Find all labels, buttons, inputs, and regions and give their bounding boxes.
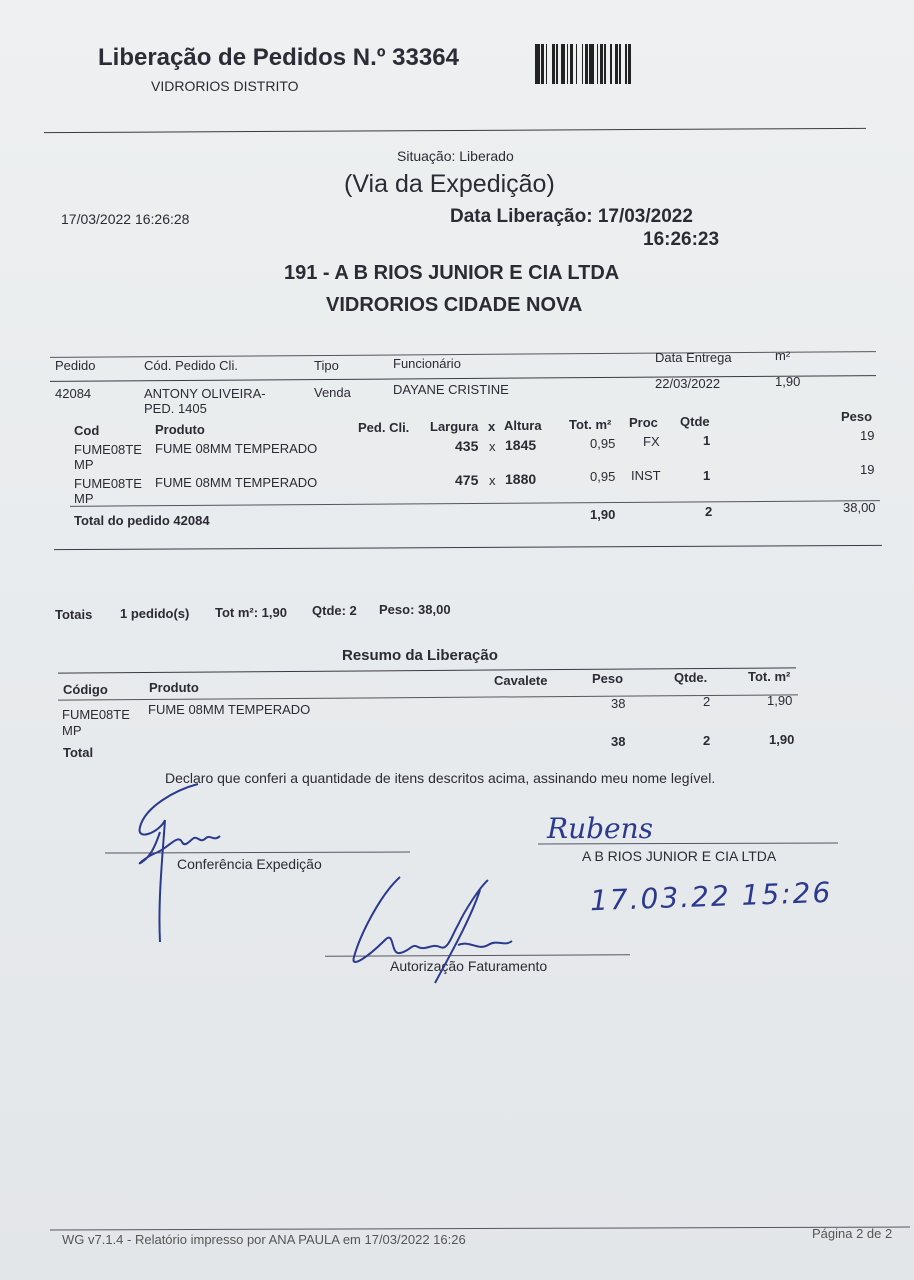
footer-divider	[50, 1226, 910, 1230]
item-cod-2: MP	[74, 457, 94, 472]
order-total-qtde: 2	[705, 504, 713, 519]
divider	[44, 128, 866, 133]
item-tot-m2: 0,95	[590, 469, 616, 484]
item-largura: 435	[455, 438, 479, 454]
row-data-entrega: 22/03/2022	[655, 376, 721, 391]
resumo-title: Resumo da Liberação	[342, 647, 498, 664]
client-store: VIDRORIOS CIDADE NOVA	[326, 294, 583, 316]
item-header-peso: Peso	[841, 409, 873, 424]
row-pedido: 42084	[55, 386, 92, 401]
item-peso: 19	[860, 462, 875, 477]
resumo-total-qtde: 2	[703, 733, 711, 748]
order-total-label: Total do pedido 42084	[74, 513, 210, 528]
conferencia-label: Conferência Expedição	[177, 856, 322, 872]
order-total-m2: 1,90	[590, 507, 616, 522]
resumo-produto: FUME 08MM TEMPERADO	[148, 702, 311, 717]
resumo-peso: 38	[611, 696, 626, 711]
resumo-codigo: FUME08TE	[62, 707, 130, 722]
item-cod-2: MP	[74, 491, 94, 506]
item-proc: INST	[631, 468, 661, 483]
resumo-header-qtde: Qtde.	[674, 670, 708, 685]
resumo-header-peso: Peso	[592, 671, 624, 686]
item-cod: FUME08TE	[74, 442, 142, 457]
totals-qtde: Qtde: 2	[312, 603, 357, 618]
resumo-divider	[58, 694, 798, 700]
footer-printed-by: WG v7.1.4 - Relatório impresso por ANA PAULA em 17/03/2022 16:26	[62, 1232, 466, 1247]
item-cod: FUME08TE	[74, 476, 142, 491]
totals-m2: Tot m²: 1,90	[215, 605, 287, 620]
item-altura: 1880	[505, 471, 537, 487]
resumo-header-cavalete: Cavalete	[494, 673, 548, 688]
row-cod-pedido-cli-2: PED. 1405	[144, 401, 207, 416]
data-liberacao: Data Liberação: 17/03/2022	[450, 206, 693, 227]
client-signature-label: A B RIOS JUNIOR E CIA LTDA	[582, 848, 777, 864]
printed-at: 17/03/2022 16:26:28	[61, 211, 190, 227]
item-qtde: 1	[703, 433, 711, 448]
item-produto: FUME 08MM TEMPERADO	[155, 475, 318, 490]
document-title: Liberação de Pedidos N.º 33364	[98, 44, 459, 71]
client-name: 191 - A B RIOS JUNIOR E CIA LTDA	[284, 262, 620, 284]
header-funcionario: Funcionário	[393, 356, 461, 371]
item-produto: FUME 08MM TEMPERADO	[155, 441, 318, 456]
resumo-tot-m2: 1,90	[767, 693, 793, 708]
item-x: x	[489, 473, 496, 488]
item-altura: 1845	[505, 437, 537, 453]
resumo-header-produto: Produto	[149, 680, 199, 695]
item-header-qtde: Qtde	[680, 414, 710, 429]
footer-page: Página 2 de 2	[812, 1226, 893, 1241]
item-header-proc: Proc	[629, 415, 658, 430]
table-divider	[54, 545, 882, 550]
item-peso: 19	[860, 428, 875, 443]
order-total-peso: 38,00	[843, 500, 876, 515]
item-header-x: x	[488, 419, 496, 434]
header-data-entrega: Data Entrega	[655, 350, 732, 365]
autorizacao-signature	[340, 865, 540, 990]
header-tipo: Tipo	[314, 358, 339, 373]
header-m2: m²	[775, 348, 791, 363]
item-header-altura: Altura	[504, 418, 542, 433]
via-title: (Via da Expedição)	[344, 170, 555, 198]
company-name: VIDRORIOS DISTRITO	[151, 78, 299, 94]
autorizacao-label: Autorização Faturamento	[390, 958, 548, 974]
item-qtde: 1	[703, 468, 711, 483]
auth-signature-text: Ana Paula	[410, 925, 416, 926]
resumo-qtde: 2	[703, 694, 711, 709]
totals-peso: Peso: 38,00	[379, 602, 451, 617]
resumo-header-tot-m2: Tot. m²	[748, 669, 791, 684]
table-divider	[50, 375, 876, 382]
totals-pedidos: 1 pedido(s)	[120, 606, 190, 621]
row-funcionario: DAYANE CRISTINE	[393, 382, 509, 397]
resumo-total-label: Total	[63, 745, 94, 760]
totals-label: Totais	[55, 607, 93, 622]
row-tipo: Venda	[314, 385, 351, 400]
row-m2: 1,90	[775, 374, 801, 389]
declaration-text: Declaro que conferi a quantidade de itens descritos acima, assinando meu nome legível.	[165, 770, 716, 786]
item-proc: FX	[643, 434, 660, 449]
item-header-largura: Largura	[430, 419, 479, 434]
item-header-cod: Cod	[74, 423, 100, 438]
item-header-ped-cli: Ped. Cli.	[358, 420, 410, 435]
header-cod-pedido-cli: Cód. Pedido Cli.	[144, 358, 238, 373]
handwritten-date: 17.03.22 15:26	[589, 875, 833, 918]
conferencia-signature	[120, 772, 240, 947]
item-header-tot-m2: Tot. m²	[569, 417, 612, 432]
table-divider	[50, 351, 876, 358]
item-tot-m2: 0,95	[590, 436, 616, 451]
data-liberacao-time: 16:26:23	[643, 229, 720, 250]
client-signature	[545, 808, 685, 848]
resumo-codigo-2: MP	[62, 723, 82, 738]
table-divider	[70, 500, 880, 507]
row-cod-pedido-cli: ANTONY OLIVEIRA-	[144, 386, 266, 401]
resumo-header-codigo: Código	[63, 682, 108, 697]
header-pedido: Pedido	[55, 358, 96, 373]
client-signature-text: Rubens	[547, 812, 654, 845]
barcode-bar	[631, 44, 633, 84]
barcode	[535, 44, 677, 84]
item-x: x	[489, 439, 496, 454]
situacao-text: Situação: Liberado	[397, 148, 514, 164]
resumo-total-tot-m2: 1,90	[769, 732, 795, 747]
resumo-total-peso: 38	[611, 734, 626, 749]
item-header-produto: Produto	[155, 422, 205, 437]
item-largura: 475	[455, 472, 479, 488]
